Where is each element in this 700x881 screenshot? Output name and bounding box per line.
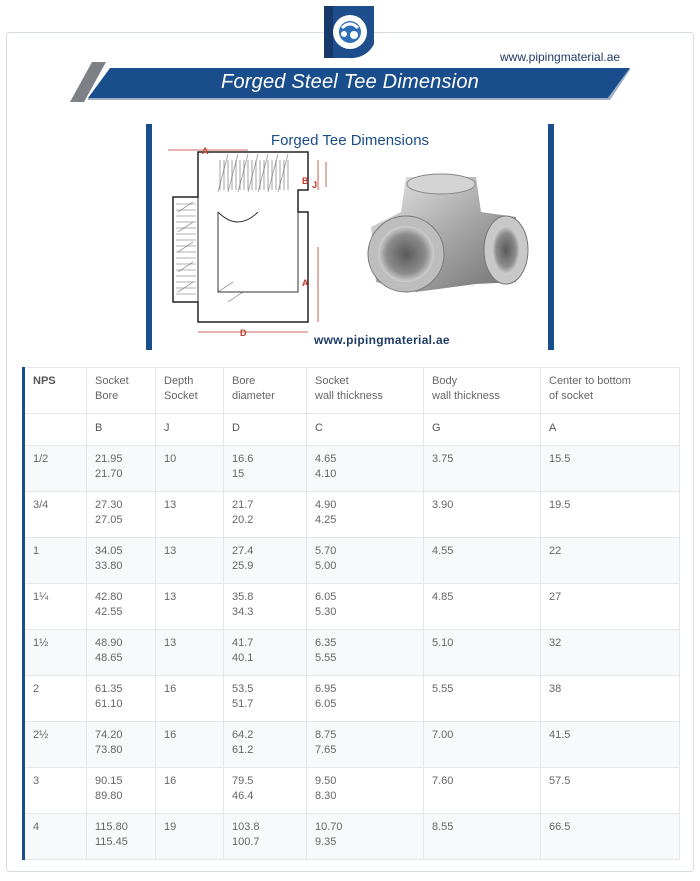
cell-center-bottom: 15.5 — [541, 446, 680, 492]
cell-nps: 1¼ — [24, 584, 87, 630]
cell-body-wall: 4.55 — [424, 538, 541, 584]
table-symbol-row — [24, 414, 680, 446]
cell-depth-socket: 13 — [156, 630, 224, 676]
dimension-table — [22, 367, 680, 860]
cell-socket-bore: 115.80 115.45 — [87, 814, 156, 860]
column-header-body-wall: Body wall thickness — [424, 368, 541, 414]
symbol-cell: G — [424, 414, 541, 446]
column-header-depth-socket: Depth Socket — [156, 368, 224, 414]
tee-figure — [146, 124, 554, 350]
symbol-cell: A — [541, 414, 680, 446]
figure-title: Forged Tee Dimensions — [270, 132, 430, 149]
cell-socket-wall: 6.35 5.55 — [307, 630, 424, 676]
cell-depth-socket: 19 — [156, 814, 224, 860]
cell-socket-bore: 48.90 48.65 — [87, 630, 156, 676]
table-row — [24, 538, 680, 584]
cell-depth-socket: 13 — [156, 584, 224, 630]
symbol-cell: D — [224, 414, 307, 446]
cell-body-wall: 5.10 — [424, 630, 541, 676]
table-row — [24, 584, 680, 630]
column-header-bore-diameter: Bore diameter — [224, 368, 307, 414]
table-row — [24, 446, 680, 492]
cell-body-wall: 5.55 — [424, 676, 541, 722]
cell-bore-diameter: 41.7 40.1 — [224, 630, 307, 676]
cell-nps: 3/4 — [24, 492, 87, 538]
column-header-center-bottom: Center to bottom of socket — [541, 368, 680, 414]
cell-socket-wall: 9.50 8.30 — [307, 768, 424, 814]
cell-body-wall: 8.55 — [424, 814, 541, 860]
cell-nps: 3 — [24, 768, 87, 814]
figure-url[interactable]: www.pipingmaterial.ae — [314, 333, 450, 347]
cell-center-bottom: 66.5 — [541, 814, 680, 860]
table-row — [24, 630, 680, 676]
cell-depth-socket: 13 — [156, 538, 224, 584]
cell-depth-socket: 10 — [156, 446, 224, 492]
cell-depth-socket: 13 — [156, 492, 224, 538]
page-title: Forged Steel Tee Dimension — [221, 71, 479, 93]
tee-cross-section-drawing — [158, 142, 348, 342]
cell-socket-wall: 5.70 5.00 — [307, 538, 424, 584]
cell-depth-socket: 16 — [156, 676, 224, 722]
symbol-cell — [24, 414, 87, 446]
table-header-row — [24, 368, 680, 414]
cell-socket-bore: 34.05 33.80 — [87, 538, 156, 584]
table-row — [24, 814, 680, 860]
cell-socket-bore: 21.95 21.70 — [87, 446, 156, 492]
cell-nps: 2½ — [24, 722, 87, 768]
cell-center-bottom: 27 — [541, 584, 680, 630]
cell-socket-wall: 6.95 6.05 — [307, 676, 424, 722]
column-header-socket-wall: Socket wall thickness — [307, 368, 424, 414]
dim-label-j: J — [312, 180, 318, 190]
cell-socket-bore: 74.20 73.80 — [87, 722, 156, 768]
tee-photo — [356, 172, 541, 312]
cell-bore-diameter: 103.8 100.7 — [224, 814, 307, 860]
company-logo-icon — [318, 4, 380, 60]
dim-label-a-top: A — [202, 146, 209, 156]
cell-socket-bore: 42.80 42.55 — [87, 584, 156, 630]
dim-label-d: D — [240, 328, 247, 338]
cell-socket-wall: 8.75 7.65 — [307, 722, 424, 768]
cell-socket-bore: 90.15 89.80 — [87, 768, 156, 814]
column-header-nps: NPS — [24, 368, 87, 414]
cell-bore-diameter: 53.5 51.7 — [224, 676, 307, 722]
cell-center-bottom: 32 — [541, 630, 680, 676]
cell-depth-socket: 16 — [156, 722, 224, 768]
cell-nps: 2 — [24, 676, 87, 722]
dim-label-a-right: A — [302, 278, 309, 288]
cell-body-wall: 7.60 — [424, 768, 541, 814]
symbol-cell: J — [156, 414, 224, 446]
cell-nps: 1 — [24, 538, 87, 584]
column-header-socket-bore: Socket Bore — [87, 368, 156, 414]
cell-socket-wall: 10.70 9.35 — [307, 814, 424, 860]
cell-center-bottom: 19.5 — [541, 492, 680, 538]
cell-body-wall: 7.00 — [424, 722, 541, 768]
cell-body-wall: 3.90 — [424, 492, 541, 538]
cell-bore-diameter: 35.8 34.3 — [224, 584, 307, 630]
table-row — [24, 768, 680, 814]
cell-center-bottom: 22 — [541, 538, 680, 584]
cell-socket-wall: 4.90 4.25 — [307, 492, 424, 538]
cell-bore-diameter: 64.2 61.2 — [224, 722, 307, 768]
cell-center-bottom: 41.5 — [541, 722, 680, 768]
cell-bore-diameter: 21.7 20.2 — [224, 492, 307, 538]
table-row — [24, 492, 680, 538]
cell-socket-bore: 27.30 27.05 — [87, 492, 156, 538]
dim-label-b: B — [302, 176, 309, 186]
cell-body-wall: 3.75 — [424, 446, 541, 492]
cell-socket-wall: 6.05 5.30 — [307, 584, 424, 630]
cell-nps: 4 — [24, 814, 87, 860]
symbol-cell: C — [307, 414, 424, 446]
cell-nps: 1/2 — [24, 446, 87, 492]
cell-center-bottom: 57.5 — [541, 768, 680, 814]
table-row — [24, 676, 680, 722]
cell-bore-diameter: 79.5 46.4 — [224, 768, 307, 814]
cell-nps: 1½ — [24, 630, 87, 676]
cell-center-bottom: 38 — [541, 676, 680, 722]
cell-socket-bore: 61.35 61.10 — [87, 676, 156, 722]
cell-bore-diameter: 27.4 25.9 — [224, 538, 307, 584]
cell-depth-socket: 16 — [156, 768, 224, 814]
cell-bore-diameter: 16.6 15 — [224, 446, 307, 492]
site-url[interactable]: www.pipingmaterial.ae — [500, 50, 621, 64]
cell-socket-wall: 4.65 4.10 — [307, 446, 424, 492]
cell-body-wall: 4.85 — [424, 584, 541, 630]
symbol-cell: B — [87, 414, 156, 446]
table-row — [24, 722, 680, 768]
